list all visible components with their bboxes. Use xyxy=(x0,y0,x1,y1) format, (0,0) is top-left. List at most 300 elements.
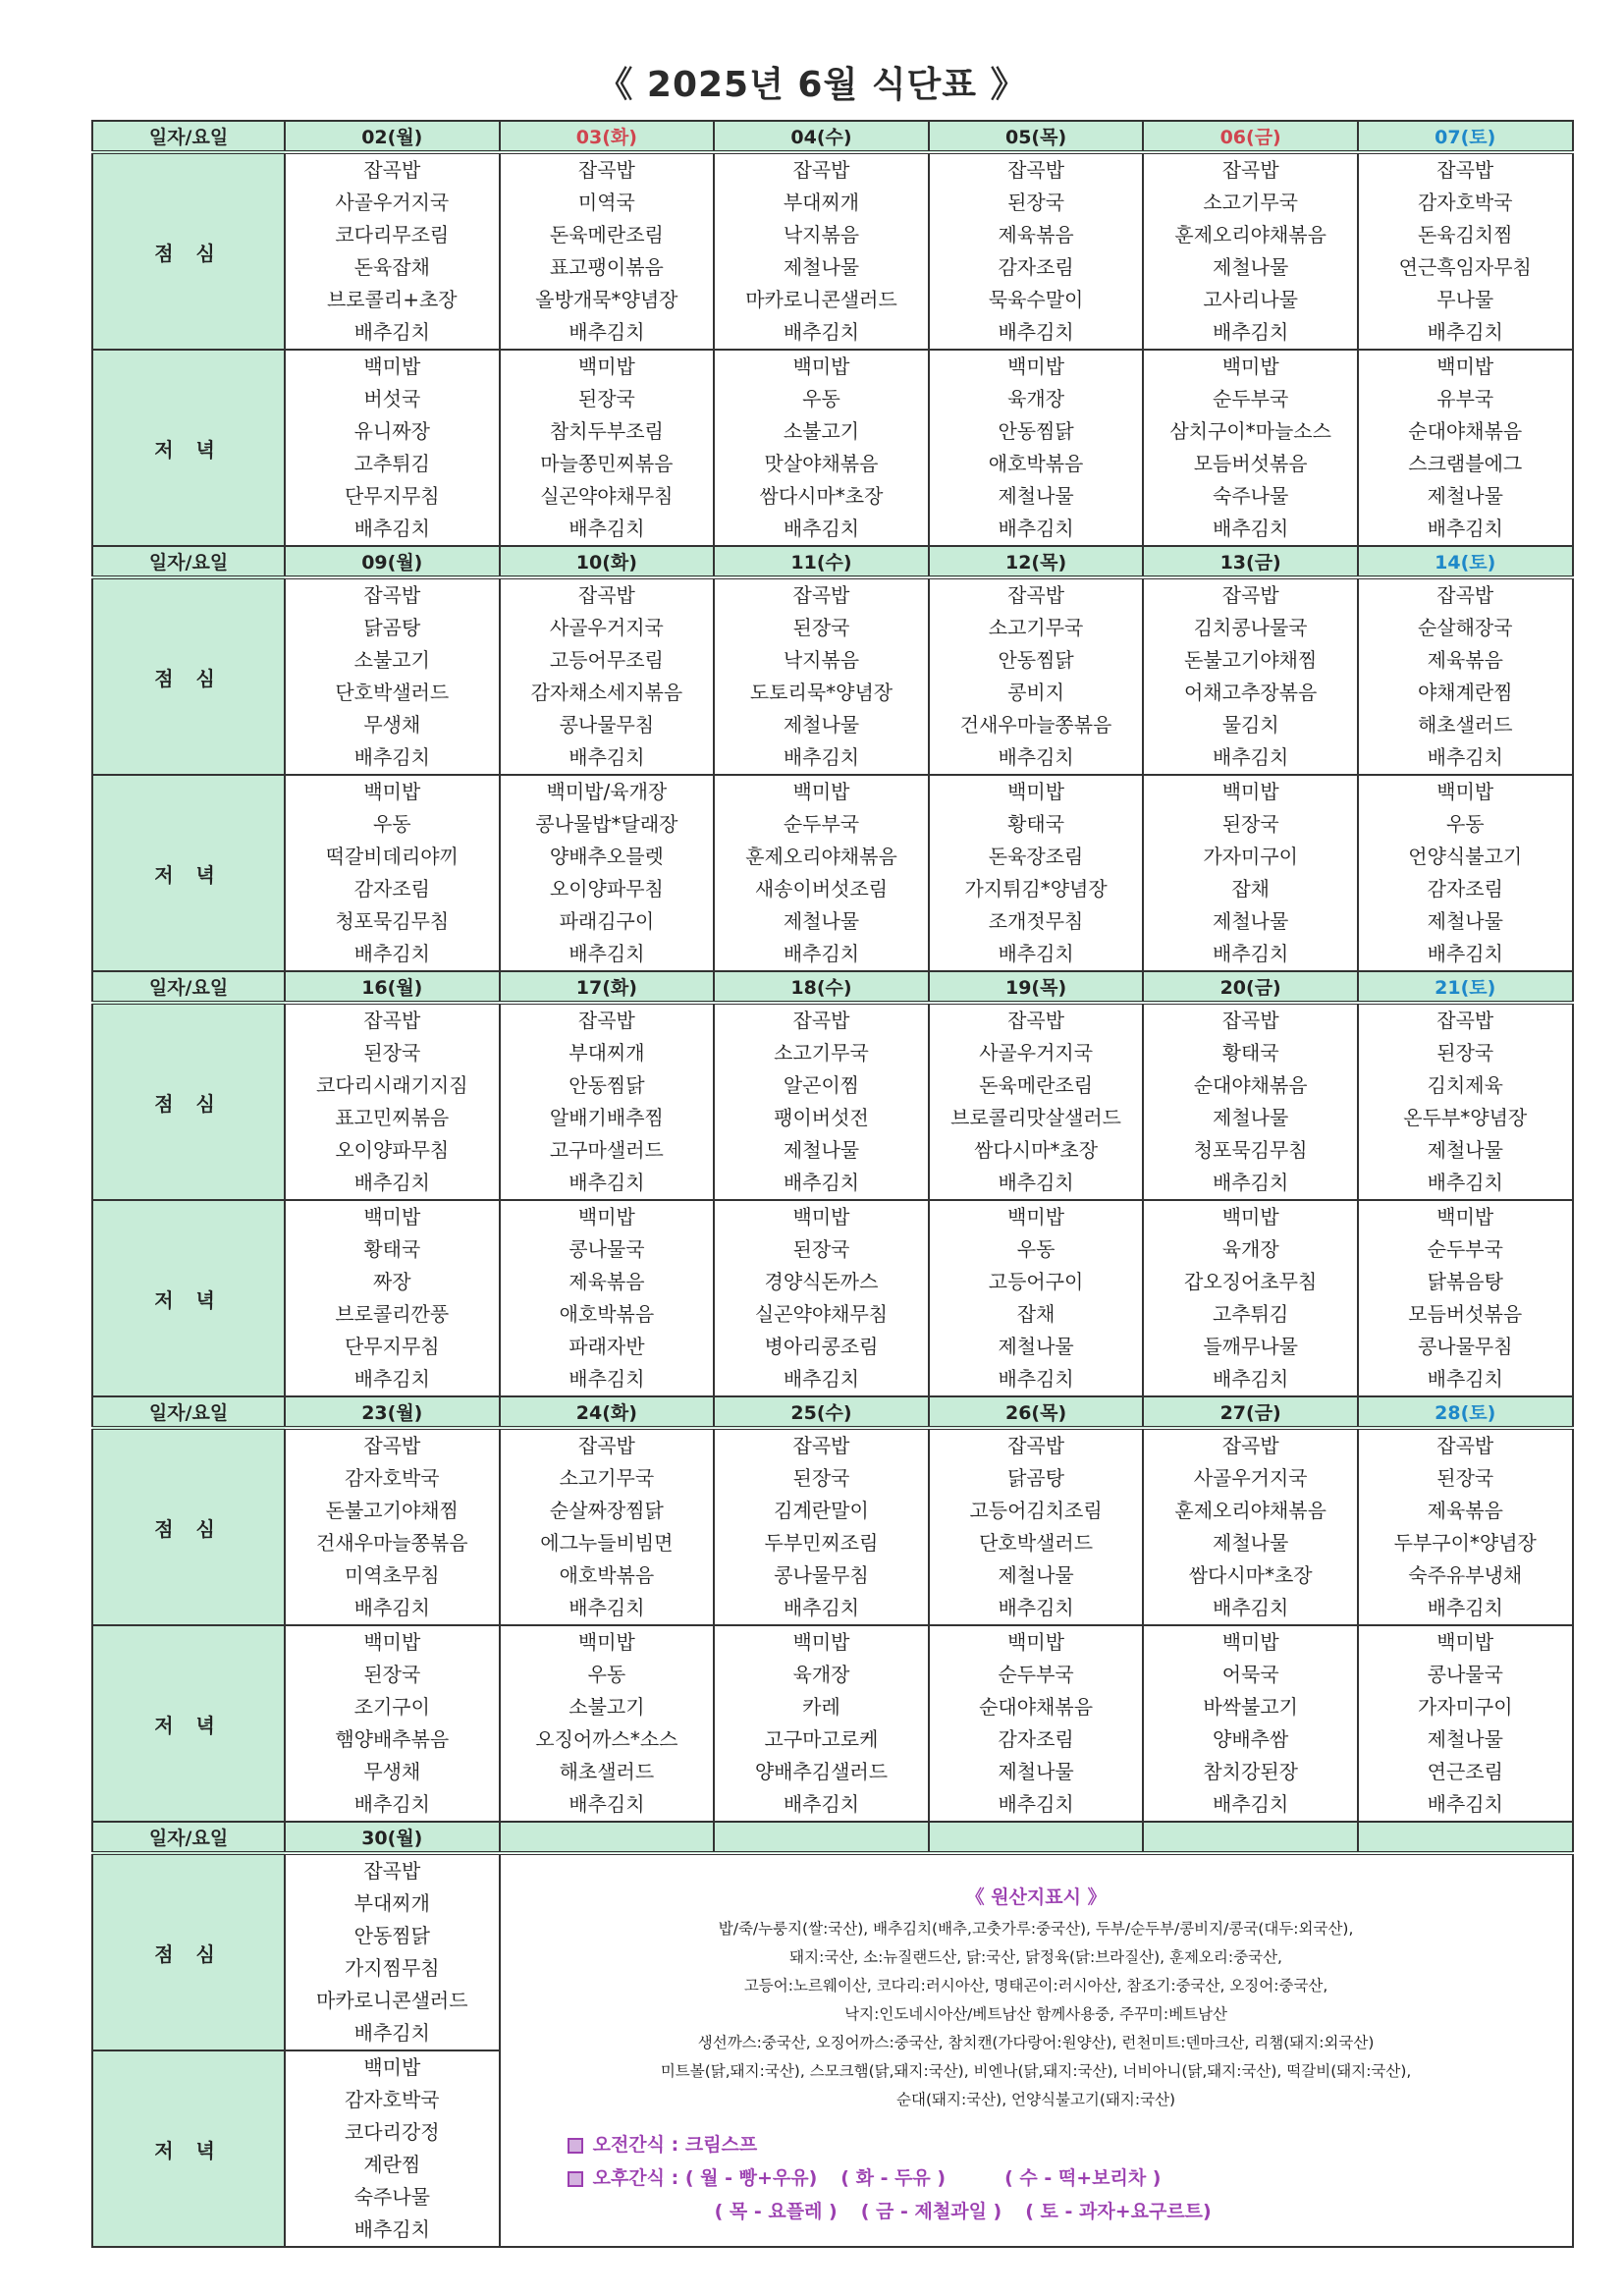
menu-list xyxy=(1359,1430,1572,1624)
day-header: 12(목) xyxy=(929,546,1144,577)
menu-item: 백미밥 xyxy=(1221,1205,1279,1229)
menu-item: 돈육메란조림 xyxy=(549,223,664,246)
menu-item: 백미밥 xyxy=(363,2055,421,2079)
menu-list xyxy=(1359,579,1572,774)
menu-item: 부대찌개 xyxy=(568,1041,645,1065)
meal-cell xyxy=(500,775,715,971)
menu-item: 잡곡밥 xyxy=(1007,158,1065,182)
menu-item: 된장국 xyxy=(792,1237,850,1261)
menu-item: 감자조림 xyxy=(353,877,430,901)
menu-list xyxy=(501,1005,714,1199)
menu-item: 소고기무국 xyxy=(988,616,1084,639)
menu-item: 고구마고로케 xyxy=(764,1727,879,1751)
menu-item: 미역국 xyxy=(577,191,635,214)
menu-item: 온두부*양념장 xyxy=(1403,1106,1528,1129)
meal-cell xyxy=(1358,1003,1573,1200)
date-day-label: 일자/요일 xyxy=(92,546,285,577)
meal-cell xyxy=(1143,577,1358,775)
meal-cell xyxy=(500,577,715,775)
menu-item: 실곤약야채무침 xyxy=(754,1302,889,1326)
menu-item: 돈육잡채 xyxy=(353,255,430,279)
menu-item: 감자호박국 xyxy=(344,2088,440,2111)
origin-line: 미트볼(닭,돼지:국산), 스모크햄(닭,돼지:국산), 비엔나(닭,돼지:국산), 너비아니(닭,돼지:국산), 떡갈비(돼지:국산), xyxy=(660,2062,1412,2080)
menu-item: 콩나물무침 xyxy=(774,1563,869,1587)
day-header: 07(토) xyxy=(1358,121,1573,152)
menu-item: 코다리시래기지짐 xyxy=(316,1073,468,1097)
menu-item: 양배추김샐러드 xyxy=(754,1760,889,1783)
menu-item: 육개장 xyxy=(1007,387,1065,410)
meal-cell xyxy=(929,1625,1144,1822)
menu-item: 사골우거지국 xyxy=(979,1041,1094,1065)
menu-item: 김치제육 xyxy=(1427,1073,1503,1097)
meal-cell xyxy=(285,577,500,775)
empty-header-cell xyxy=(929,1822,1144,1853)
menu-item: 제철나물 xyxy=(1213,1531,1289,1555)
menu-item: 스크램블에그 xyxy=(1408,452,1523,475)
afternoon-snack-item: ( 수 - 떡+보리차 ) xyxy=(1004,2167,1162,2189)
meal-cell xyxy=(1358,1200,1573,1396)
menu-item: 제철나물 xyxy=(998,1335,1074,1358)
menu-list xyxy=(286,154,499,349)
menu-list xyxy=(286,776,499,970)
menu-item: 김계란말이 xyxy=(774,1499,869,1522)
meal-cell xyxy=(500,1003,715,1200)
menu-item: 된장국 xyxy=(1436,1466,1494,1490)
menu-item: 배추김치 xyxy=(1427,1596,1503,1619)
menu-list xyxy=(930,1005,1143,1199)
menu-item: 콩나물국 xyxy=(1427,1663,1503,1686)
menu-item: 배추김치 xyxy=(568,517,645,540)
menu-item: 감자조림 xyxy=(1427,877,1503,901)
day-header: 19(목) xyxy=(929,971,1144,1003)
meal-cell xyxy=(1143,1200,1358,1396)
menu-item: 돈불고기야채찜 xyxy=(1184,648,1318,672)
menu-item: 된장국 xyxy=(792,616,850,639)
menu-item: 유니짜장 xyxy=(353,419,430,443)
menu-item: 감자조림 xyxy=(998,1727,1074,1751)
menu-item: 양배추쌈 xyxy=(1213,1727,1289,1751)
menu-item: 고등어무조림 xyxy=(549,648,664,672)
menu-item: 배추김치 xyxy=(353,320,430,344)
menu-item: 가자미구이 xyxy=(1417,1695,1513,1719)
menu-item: 소고기무국 xyxy=(774,1041,869,1065)
menu-item: 백미밥 xyxy=(363,1630,421,1654)
menu-item: 백미밥 xyxy=(577,1205,635,1229)
menu-item: 햄양배추볶음 xyxy=(335,1727,450,1751)
menu-item: 우동 xyxy=(587,1663,626,1686)
menu-item: 배추김치 xyxy=(353,1596,430,1619)
menu-item: 제육볶음 xyxy=(568,1270,645,1293)
menu-item: 건새우마늘쫑볶음 xyxy=(316,1531,468,1555)
menu-item: 배추김치 xyxy=(353,517,430,540)
menu-item: 잡곡밥 xyxy=(363,1009,421,1032)
menu-item: 돈육장조림 xyxy=(988,845,1084,868)
menu-item: 잡곡밥 xyxy=(792,583,850,607)
menu-list xyxy=(715,1626,928,1821)
menu-list xyxy=(930,1201,1143,1395)
meal-cell xyxy=(500,152,715,350)
menu-item: 낙지볶음 xyxy=(783,648,860,672)
menu-item: 배추김치 xyxy=(998,320,1074,344)
menu-list xyxy=(715,351,928,545)
menu-item: 사골우거지국 xyxy=(335,191,450,214)
menu-item: 백미밥 xyxy=(1436,1630,1494,1654)
meal-cell xyxy=(285,775,500,971)
menu-item: 김치콩나물국 xyxy=(1193,616,1308,639)
menu-item: 배추김치 xyxy=(783,1171,860,1194)
menu-item: 청포묵김무침 xyxy=(1193,1138,1308,1162)
menu-list xyxy=(715,1430,928,1624)
meal-cell xyxy=(1143,1003,1358,1200)
menu-item: 카레 xyxy=(802,1695,840,1719)
menu-item: 콩나물무침 xyxy=(1417,1335,1513,1358)
menu-item: 사골우거지국 xyxy=(1193,1466,1308,1490)
menu-item: 떡갈비데리야끼 xyxy=(325,845,459,868)
afternoon-snack-cont xyxy=(501,2195,1572,2228)
menu-item: 배추김치 xyxy=(1427,517,1503,540)
menu-list xyxy=(930,776,1143,970)
menu-item: 계란찜 xyxy=(363,2153,421,2176)
meal-cell xyxy=(714,775,929,971)
menu-item: 배추김치 xyxy=(568,1367,645,1391)
menu-list xyxy=(1144,1005,1357,1199)
menu-item: 백미밥 xyxy=(363,355,421,378)
menu-item: 마늘쫑민찌볶음 xyxy=(540,452,674,475)
dinner-label: 저 녁 xyxy=(92,1200,285,1396)
menu-list xyxy=(501,351,714,545)
menu-item: 제철나물 xyxy=(783,255,860,279)
menu-item: 백미밥 xyxy=(1007,1205,1065,1229)
meal-cell xyxy=(714,577,929,775)
lunch-label: 점 심 xyxy=(92,1003,285,1200)
menu-item: 팽이버섯전 xyxy=(774,1106,869,1129)
meal-cell xyxy=(285,152,500,350)
menu-item: 잡곡밥 xyxy=(1436,583,1494,607)
day-header: 16(월) xyxy=(285,971,500,1003)
menu-item: 콩비지 xyxy=(1007,681,1065,704)
menu-list xyxy=(1359,1626,1572,1821)
menu-item: 된장국 xyxy=(577,387,635,410)
menu-item: 훈제오리야채볶음 xyxy=(745,845,897,868)
menu-item: 백미밥 xyxy=(792,780,850,803)
origin-line: 돼지:국산, 소:뉴질랜드산, 닭:국산, 닭정육(닭:브라질산), 훈제오리:중국산, xyxy=(789,1948,1282,1966)
menu-list xyxy=(1359,776,1572,970)
menu-item: 훈제오리야채볶음 xyxy=(1174,223,1326,246)
menu-item: 백미밥 xyxy=(1221,780,1279,803)
menu-item: 안동찜닭 xyxy=(353,1924,430,1947)
menu-item: 병아리콩조림 xyxy=(764,1335,879,1358)
day-header: 14(토) xyxy=(1358,546,1573,577)
menu-list xyxy=(501,579,714,774)
menu-item: 배추김치 xyxy=(1213,517,1289,540)
menu-item: 배추김치 xyxy=(353,745,430,769)
menu-item: 잡곡밥 xyxy=(577,1009,635,1032)
menu-item: 고사리나물 xyxy=(1203,288,1298,311)
menu-item: 콩나물무침 xyxy=(559,713,655,737)
menu-list xyxy=(501,1430,714,1624)
menu-item: 두부구이*양념장 xyxy=(1393,1531,1537,1555)
week-header-row xyxy=(92,971,1573,1003)
menu-item: 배추김치 xyxy=(998,1171,1074,1194)
day-header: 27(금) xyxy=(1143,1396,1358,1428)
menu-item: 제철나물 xyxy=(998,1563,1074,1587)
afternoon-snack-label: 오후간식 : xyxy=(592,2167,679,2189)
menu-item: 부대찌개 xyxy=(353,1891,430,1915)
menu-item: 배추김치 xyxy=(1213,1367,1289,1391)
menu-item: 해초샐러드 xyxy=(559,1760,655,1783)
menu-item: 잡곡밥 xyxy=(792,1434,850,1457)
meal-cell xyxy=(929,1200,1144,1396)
menu-item: 코다리무조림 xyxy=(335,223,450,246)
menu-item: 갑오징어초무침 xyxy=(1184,1270,1318,1293)
menu-list xyxy=(1359,1201,1572,1395)
menu-item: 가지찜무침 xyxy=(344,1956,440,1980)
menu-item: 제철나물 xyxy=(1427,484,1503,508)
menu-item: 브로콜리맛살샐러드 xyxy=(950,1106,1122,1129)
menu-item: 참치강된장 xyxy=(1203,1760,1298,1783)
menu-item: 잡채 xyxy=(1016,1302,1056,1326)
menu-item: 제철나물 xyxy=(1213,1106,1289,1129)
menu-item: 배추김치 xyxy=(998,1367,1074,1391)
menu-item: 백미밥 xyxy=(792,1205,850,1229)
menu-list xyxy=(1144,351,1357,545)
menu-item: 배추김치 xyxy=(998,745,1074,769)
menu-item: 감자채소세지볶음 xyxy=(530,681,683,704)
menu-item: 배추김치 xyxy=(783,1367,860,1391)
meal-cell xyxy=(714,1625,929,1822)
day-header: 06(금) xyxy=(1143,121,1358,152)
menu-item: 제철나물 xyxy=(1427,1138,1503,1162)
day-header: 05(목) xyxy=(929,121,1144,152)
menu-item: 제철나물 xyxy=(1427,909,1503,933)
date-day-label: 일자/요일 xyxy=(92,971,285,1003)
menu-item: 잡채 xyxy=(1231,877,1270,901)
menu-item: 순두부국 xyxy=(1213,387,1289,410)
menu-item: 단무지무침 xyxy=(344,1335,440,1358)
meal-cell xyxy=(714,350,929,546)
day-header: 21(토) xyxy=(1358,971,1573,1003)
lunch-label: 점 심 xyxy=(92,1853,285,2050)
menu-item: 배추김치 xyxy=(1213,1596,1289,1619)
menu-item: 잡곡밥 xyxy=(1007,583,1065,607)
menu-item: 감자조림 xyxy=(998,255,1074,279)
menu-item: 잡곡밥 xyxy=(363,1859,421,1883)
menu-item: 참치두부조림 xyxy=(549,419,664,443)
meal-cell xyxy=(929,577,1144,775)
menu-list xyxy=(1144,1201,1357,1395)
page-title: 《 2025년 6월 식단표 》 xyxy=(597,65,1027,105)
menu-item: 배추김치 xyxy=(1427,1792,1503,1816)
menu-item: 콩나물밥*달래장 xyxy=(535,812,678,836)
menu-item: 잡곡밥 xyxy=(792,158,850,182)
menu-item: 파래김구이 xyxy=(559,909,655,933)
menu-item: 배추김치 xyxy=(783,1596,860,1619)
meal-cell xyxy=(285,1853,500,2050)
menu-item: 새송이버섯조림 xyxy=(754,877,889,901)
menu-item: 배추김치 xyxy=(1213,1792,1289,1816)
week-header-row xyxy=(92,546,1573,577)
menu-list xyxy=(1144,1626,1357,1821)
menu-list xyxy=(1144,1430,1357,1624)
menu-item: 브로콜리깐풍 xyxy=(335,1302,450,1326)
menu-item: 배추김치 xyxy=(1427,320,1503,344)
menu-item: 된장국 xyxy=(363,1663,421,1686)
menu-item: 순대야채볶음 xyxy=(979,1695,1094,1719)
menu-item: 어묵국 xyxy=(1221,1663,1279,1686)
menu-item: 고등어구이 xyxy=(988,1270,1084,1293)
menu-item: 단무지무침 xyxy=(344,484,440,508)
lunch-label: 점 심 xyxy=(92,152,285,350)
meal-cell xyxy=(714,1428,929,1625)
menu-item: 배추김치 xyxy=(1427,942,1503,965)
menu-item: 조개젓무침 xyxy=(988,909,1084,933)
menu-item: 제철나물 xyxy=(783,909,860,933)
menu-list xyxy=(1359,351,1572,545)
day-header: 20(금) xyxy=(1143,971,1358,1003)
week-header-row xyxy=(92,1822,1573,1853)
meal-cell xyxy=(1358,775,1573,971)
menu-item: 사골우거지국 xyxy=(549,616,664,639)
menu-list xyxy=(930,351,1143,545)
menu-item: 백미밥 xyxy=(577,355,635,378)
menu-item: 쌈다시마*초장 xyxy=(759,484,884,508)
menu-list xyxy=(501,154,714,349)
menu-item: 배추김치 xyxy=(353,1367,430,1391)
empty-header-cell xyxy=(1358,1822,1573,1853)
dinner-row xyxy=(92,1625,1573,1822)
menu-item: 된장국 xyxy=(1007,191,1065,214)
menu-item: 안동찜닭 xyxy=(568,1073,645,1097)
day-header: 23(월) xyxy=(285,1396,500,1428)
menu-item: 잡곡밥 xyxy=(1436,1009,1494,1032)
menu-item: 백미밥 xyxy=(1221,1630,1279,1654)
menu-item: 백미밥 xyxy=(792,355,850,378)
menu-item: 숙주나물 xyxy=(353,2185,430,2209)
menu-item: 애호박볶음 xyxy=(559,1302,655,1326)
menu-item: 애호박볶음 xyxy=(988,452,1084,475)
menu-item: 감자호박국 xyxy=(344,1466,440,1490)
menu-item: 안동찜닭 xyxy=(998,419,1074,443)
menu-item: 우동 xyxy=(1016,1237,1056,1261)
day-header: 13(금) xyxy=(1143,546,1358,577)
meal-cell xyxy=(1143,1428,1358,1625)
menu-item: 배추김치 xyxy=(998,942,1074,965)
menu-item: 알곤이찜 xyxy=(783,1073,860,1097)
menu-item: 건새우마늘쫑볶음 xyxy=(959,713,1112,737)
lunch-label: 점 심 xyxy=(92,1428,285,1625)
menu-item: 배추김치 xyxy=(568,1596,645,1619)
menu-item: 제육볶음 xyxy=(1427,1499,1503,1522)
menu-item: 백미밥 xyxy=(1007,1630,1065,1654)
menu-item: 육개장 xyxy=(1221,1237,1279,1261)
menu-item: 배추김치 xyxy=(1427,745,1503,769)
menu-item: 훈제오리야채볶음 xyxy=(1174,1499,1326,1522)
menu-item: 제육볶음 xyxy=(998,223,1074,246)
menu-list xyxy=(715,154,928,349)
menu-item: 실곤약야채무침 xyxy=(540,484,674,508)
meal-cell xyxy=(500,350,715,546)
menu-item: 백미밥 xyxy=(577,1630,635,1654)
menu-item: 낙지볶음 xyxy=(783,223,860,246)
menu-item: 오이양파무침 xyxy=(335,1138,450,1162)
dinner-row xyxy=(92,350,1573,546)
menu-item: 육개장 xyxy=(792,1663,850,1686)
menu-item: 조기구이 xyxy=(353,1695,430,1719)
menu-item: 제철나물 xyxy=(1427,1727,1503,1751)
menu-item: 모듬버섯볶음 xyxy=(1193,452,1308,475)
origin-line: 고등어:노르웨이산, 코다리:러시아산, 명태곤이:러시아산, 참조기:중국산, 오징어:중국산, xyxy=(743,1977,1328,1995)
menu-item: 배추김치 xyxy=(353,1171,430,1194)
menu-item: 닭볶음탕 xyxy=(1427,1270,1503,1293)
menu-item: 짜장 xyxy=(372,1270,411,1293)
meal-cell xyxy=(1358,152,1573,350)
menu-list xyxy=(930,154,1143,349)
menu-item: 고등어김치조림 xyxy=(969,1499,1103,1522)
menu-list xyxy=(286,351,499,545)
menu-item: 순두부국 xyxy=(998,1663,1074,1686)
meal-cell xyxy=(929,775,1144,971)
dinner-row xyxy=(92,1200,1573,1396)
day-header: 26(목) xyxy=(929,1396,1144,1428)
menu-item: 부대찌개 xyxy=(783,191,860,214)
menu-list xyxy=(286,2051,499,2246)
lunch-row xyxy=(92,152,1573,350)
lunch-row xyxy=(92,1428,1573,1625)
menu-item: 고추튀김 xyxy=(353,452,430,475)
menu-item: 두부민찌조림 xyxy=(764,1531,879,1555)
menu-list xyxy=(715,1005,928,1199)
dinner-label: 저 녁 xyxy=(92,775,285,971)
menu-item: 잡곡밥 xyxy=(792,1009,850,1032)
menu-item: 닭곰탕 xyxy=(1007,1466,1065,1490)
meal-cell xyxy=(929,350,1144,546)
menu-item: 백미밥 xyxy=(363,780,421,803)
menu-item: 잡곡밥 xyxy=(1007,1009,1065,1032)
menu-item: 된장국 xyxy=(792,1466,850,1490)
meal-cell xyxy=(714,1200,929,1396)
day-header: 28(토) xyxy=(1358,1396,1573,1428)
week-header-row xyxy=(92,1396,1573,1428)
menu-item: 배추김치 xyxy=(1427,1171,1503,1194)
meal-cell xyxy=(285,2050,500,2247)
dinner-label: 저 녁 xyxy=(92,1625,285,1822)
meal-cell xyxy=(714,152,929,350)
meal-cell xyxy=(285,1003,500,1200)
menu-list xyxy=(715,1201,928,1395)
menu-item: 우동 xyxy=(1445,812,1485,836)
meal-cell xyxy=(500,1625,715,1822)
morning-snack-text: 오전간식 : 크림스프 xyxy=(592,2134,758,2156)
meal-cell xyxy=(285,1428,500,1625)
menu-item: 가자미구이 xyxy=(1203,845,1298,868)
menu-item: 된장국 xyxy=(1221,812,1279,836)
meal-cell xyxy=(1143,152,1358,350)
square-bullet-icon xyxy=(568,2171,583,2187)
menu-list xyxy=(930,1430,1143,1624)
menu-item: 소불고기 xyxy=(783,419,860,443)
square-bullet-icon xyxy=(568,2138,583,2154)
menu-item: 백미밥 xyxy=(1436,355,1494,378)
menu-list xyxy=(1144,776,1357,970)
menu-item: 경양식돈까스 xyxy=(764,1270,879,1293)
meal-cell xyxy=(1358,1625,1573,1822)
menu-item: 잡곡밥 xyxy=(363,158,421,182)
menu-item: 야채계란찜 xyxy=(1417,681,1513,704)
menu-item: 배추김치 xyxy=(998,517,1074,540)
menu-item: 잡곡밥 xyxy=(1221,1434,1279,1457)
menu-item: 백미밥/육개장 xyxy=(546,780,668,803)
afternoon-snack-item: ( 목 - 요플레 ) xyxy=(714,2201,838,2222)
